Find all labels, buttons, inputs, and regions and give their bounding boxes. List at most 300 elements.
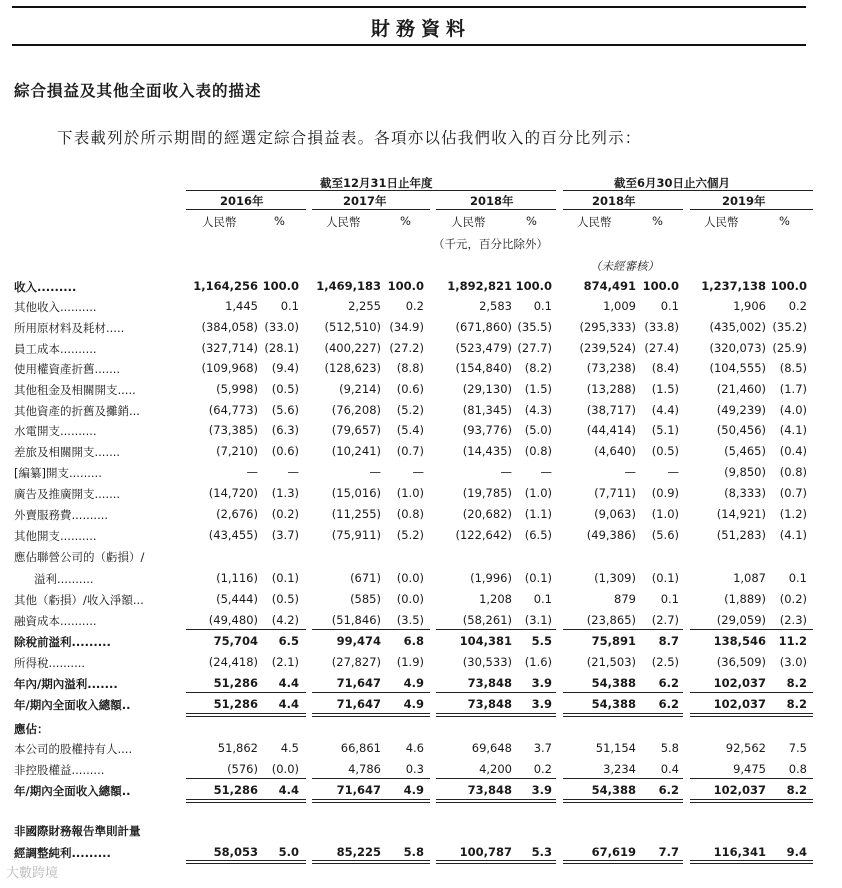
cell-2018-amount: (19,785)	[462, 486, 512, 500]
cell-2018h-amount: 67,619	[591, 845, 636, 859]
cell-2019h-pct: 0.2	[788, 299, 807, 313]
total-underline	[312, 629, 430, 630]
cell-2019h-pct: 8.2	[786, 783, 807, 797]
total-underline	[563, 692, 683, 693]
total-underline	[690, 716, 813, 717]
section-title: 綜合損益及其他全面收入表的描述	[14, 82, 262, 100]
cell-2018h-pct: (0.1)	[651, 571, 679, 585]
row-label: 水電開支..........	[14, 424, 97, 438]
year-header-2019-half: 2019年	[722, 194, 766, 208]
cell-2018-pct: 0.2	[533, 762, 552, 776]
top-rule	[12, 6, 806, 8]
row-label: 所用原材料及耗材.....	[14, 321, 125, 335]
cell-2018h-pct: (0.9)	[651, 486, 679, 500]
cell-2017-pct: (0.0)	[396, 592, 424, 606]
total-underline	[563, 802, 683, 803]
cell-2019h-pct: (35.2)	[772, 320, 807, 334]
cell-2018-pct: (27.7)	[517, 341, 552, 355]
total-underline	[436, 863, 556, 864]
cell-2019h-amount: 138,546	[713, 634, 766, 648]
total-underline	[436, 802, 556, 803]
row-label: 溢利..........	[34, 572, 94, 586]
year-rule-2018-half	[563, 209, 683, 210]
cell-2018-amount: (30,533)	[462, 655, 512, 669]
row-label: 年內/期內溢利.......	[14, 677, 118, 691]
cell-2019h-pct: 0.1	[788, 571, 807, 585]
cell-2019h-pct: 0.8	[788, 762, 807, 776]
cell-2016-amount: (7,210)	[216, 444, 258, 458]
cell-2019h-amount: 1,237,138	[701, 279, 766, 293]
cell-2017-amount: (27,827)	[331, 655, 381, 669]
cell-2019h-amount: (104,555)	[709, 361, 766, 375]
cell-2017-amount: (79,657)	[331, 423, 381, 437]
cell-2019h-amount: 1,906	[733, 299, 766, 313]
cell-2016-pct: 4.4	[278, 697, 299, 711]
cell-2018-amount: 100,787	[459, 845, 512, 859]
row-label: [編纂]開支.........	[14, 466, 102, 480]
total-underline	[312, 860, 430, 861]
total-underline	[436, 860, 556, 861]
period-year-header: 截至12月31日止年度	[320, 176, 433, 190]
cell-2016-pct: (6.3)	[271, 423, 299, 437]
cell-2017-amount: (512,510)	[324, 320, 381, 334]
cell-2019h-amount: (29,059)	[716, 613, 766, 627]
cell-2018-amount: 73,848	[467, 783, 512, 797]
cell-2016-pct: (33.0)	[264, 320, 299, 334]
cell-2016-amount: (109,968)	[201, 361, 258, 375]
cell-2017-amount: (671)	[350, 571, 381, 585]
cell-2016-pct: (0.5)	[271, 382, 299, 396]
cell-2018-pct: 3.9	[531, 676, 552, 690]
cell-2017-pct: (5.2)	[396, 528, 424, 542]
table-row	[0, 317, 842, 337]
cell-2018-amount: (671,860)	[455, 320, 512, 334]
cell-2018h-pct: 6.2	[658, 783, 679, 797]
cell-2016-pct: (0.6)	[271, 444, 299, 458]
cell-2018h-pct: 7.7	[658, 845, 679, 859]
total-underline	[563, 629, 683, 630]
table-row	[0, 504, 842, 524]
cell-2018h-amount: 51,154	[595, 741, 636, 755]
cell-2018h-amount: (7,711)	[594, 486, 636, 500]
cell-2019h-pct: (1.2)	[779, 507, 807, 521]
currency-header-2018-half: 人民幣	[577, 215, 612, 229]
cell-2018-amount: (93,776)	[462, 423, 512, 437]
cell-2018-amount: (154,840)	[455, 361, 512, 375]
cell-2018-amount: 73,848	[467, 697, 512, 711]
cell-2017-amount: 71,647	[336, 697, 381, 711]
cell-2018-pct: 5.5	[531, 634, 552, 648]
cell-2018h-amount: (38,717)	[586, 403, 636, 417]
intro-paragraph: 下表載列於所示期間的經選定綜合損益表。各項亦以佔我們收入的百分比列示：	[57, 129, 642, 147]
cell-2016-amount: (1,116)	[216, 571, 258, 585]
cell-2018h-amount: 54,388	[591, 697, 636, 711]
cell-2017-pct: 6.8	[403, 634, 424, 648]
cell-2016-pct: 6.5	[278, 634, 299, 648]
period-year-rule	[186, 190, 556, 191]
cell-2018h-amount: (4,640)	[594, 444, 636, 458]
cell-2018h-amount: 879	[614, 592, 636, 606]
cell-2017-amount: 85,225	[336, 845, 381, 859]
cell-2018h-pct: (27.4)	[644, 341, 679, 355]
table-row	[0, 673, 842, 693]
cell-2016-amount: 51,286	[213, 783, 258, 797]
cell-2018h-pct: (4.4)	[651, 403, 679, 417]
cell-2016-amount: 58,053	[213, 845, 258, 859]
cell-2019h-amount: 9,475	[733, 762, 766, 776]
cell-2019h-pct: 8.2	[786, 676, 807, 690]
row-label: 其他（虧損）/收入淨額...	[14, 593, 144, 607]
total-underline	[436, 778, 556, 779]
cell-2016-pct: 4.4	[278, 783, 299, 797]
cell-2018h-amount: 75,891	[591, 634, 636, 648]
cell-2017-amount: 71,647	[336, 676, 381, 690]
cell-2018h-pct: 6.2	[658, 697, 679, 711]
cell-2016-pct: 100.0	[262, 279, 299, 293]
cell-2019h-amount: (49,239)	[716, 403, 766, 417]
cell-2017-amount: (15,016)	[331, 486, 381, 500]
cell-2018-pct: (8.2)	[524, 361, 552, 375]
percent-header-2017: %	[400, 214, 411, 228]
unaudited-note: （未經審核）	[590, 259, 659, 273]
cell-2018h-pct: 8.7	[658, 634, 679, 648]
cell-2018h-pct: 0.1	[660, 299, 679, 313]
row-label: 外賣服務費..........	[14, 508, 109, 522]
cell-2016-pct: 5.0	[278, 845, 299, 859]
cell-2019h-amount: (320,073)	[709, 341, 766, 355]
cell-2017-pct: (0.0)	[396, 571, 424, 585]
cell-2016-amount: 1,445	[225, 299, 258, 313]
cell-2018-pct: (6.5)	[524, 528, 552, 542]
year-header-2016: 2016年	[220, 194, 264, 208]
cell-2019h-amount: 102,037	[713, 783, 766, 797]
total-underline	[436, 629, 556, 630]
year-header-2017: 2017年	[343, 194, 387, 208]
total-underline	[312, 778, 430, 779]
cell-2018h-amount: 874,491	[583, 279, 636, 293]
cell-2019h-pct: 9.4	[786, 845, 807, 859]
year-header-2018-half: 2018年	[592, 194, 636, 208]
cell-2018h-amount: —	[624, 465, 636, 479]
total-underline	[186, 799, 306, 800]
row-label: 本公司的股權持有人....	[14, 742, 133, 756]
row-label: 員工成本..........	[14, 342, 97, 356]
table-row	[0, 694, 842, 714]
cell-2017-amount: (9,214)	[339, 382, 381, 396]
cell-2018h-amount: (9,063)	[594, 507, 636, 521]
currency-header-2019-half: 人民幣	[704, 215, 739, 229]
cell-2019h-amount: 102,037	[713, 697, 766, 711]
cell-2019h-amount: (5,465)	[724, 444, 766, 458]
cell-2019h-amount: (9,850)	[724, 465, 766, 479]
total-underline	[312, 692, 430, 693]
cell-2018-pct: (35.5)	[517, 320, 552, 334]
cell-2017-pct: (0.6)	[396, 382, 424, 396]
row-label: 其他資產的折舊及攤銷...	[14, 404, 140, 418]
cell-2018h-amount: 54,388	[591, 783, 636, 797]
cell-2017-amount: 71,647	[336, 783, 381, 797]
table-row	[0, 400, 842, 420]
cell-2019h-amount: (14,921)	[716, 507, 766, 521]
cell-2019h-amount: (1,889)	[724, 592, 766, 606]
total-underline	[690, 802, 813, 803]
row-label: 年/期內全面收入總額..	[14, 784, 131, 798]
table-row	[0, 718, 842, 738]
cell-2019h-pct: (3.0)	[779, 655, 807, 669]
period-six-months-rule	[563, 190, 813, 191]
row-label: 除稅前溢利.........	[14, 635, 111, 649]
cell-2018h-amount: (295,333)	[579, 320, 636, 334]
cell-2016-pct: 4.4	[278, 676, 299, 690]
table-row	[0, 759, 842, 779]
total-underline	[186, 863, 306, 864]
currency-header-2016: 人民幣	[202, 215, 237, 229]
cell-2019h-amount: 1,087	[733, 571, 766, 585]
row-label: 使用權資產折舊.......	[14, 362, 121, 376]
cell-2017-amount: (128,623)	[324, 361, 381, 375]
total-underline	[312, 863, 430, 864]
year-rule-2018	[436, 209, 556, 210]
cell-2019h-pct: (4.1)	[779, 423, 807, 437]
cell-2018-pct: (1.1)	[524, 507, 552, 521]
cell-2016-pct: (0.0)	[271, 762, 299, 776]
cell-2018h-pct: 5.8	[660, 741, 679, 755]
total-underline	[690, 860, 813, 861]
cell-2018h-pct: —	[667, 465, 679, 479]
cell-2016-pct: (1.3)	[271, 486, 299, 500]
cell-2018-pct: (1.5)	[524, 382, 552, 396]
table-row	[0, 525, 842, 545]
cell-2018h-pct: (5.6)	[651, 528, 679, 542]
cell-2017-amount: (585)	[350, 592, 381, 606]
cell-2019h-pct: (0.2)	[779, 592, 807, 606]
cell-2018h-pct: (2.5)	[651, 655, 679, 669]
cell-2018-pct: (4.3)	[524, 403, 552, 417]
cell-2016-pct: (28.1)	[264, 341, 299, 355]
table-row	[0, 379, 842, 399]
cell-2018-amount: 1,892,821	[447, 279, 512, 293]
table-row	[0, 296, 842, 316]
table-row	[0, 338, 842, 358]
table-row	[0, 462, 842, 482]
year-header-2018: 2018年	[470, 194, 514, 208]
cell-2018-pct: 5.3	[531, 845, 552, 859]
cell-2018-pct: 100.0	[515, 279, 552, 293]
cell-2018h-amount: (239,524)	[579, 341, 636, 355]
cell-2016-amount: (73,385)	[208, 423, 258, 437]
cell-2018h-pct: (1.0)	[651, 507, 679, 521]
cell-2017-amount: (51,846)	[331, 613, 381, 627]
cell-2017-pct: (8.8)	[396, 361, 424, 375]
cell-2016-pct: 4.5	[280, 741, 299, 755]
total-underline	[690, 863, 813, 864]
cell-2018h-pct: 6.2	[658, 676, 679, 690]
cell-2019h-amount: 92,562	[725, 741, 766, 755]
cell-2016-pct: (3.7)	[271, 528, 299, 542]
table-row	[0, 441, 842, 461]
cell-2016-amount: (64,773)	[208, 403, 258, 417]
cell-2018-pct: (0.8)	[524, 444, 552, 458]
cell-2018-amount: (81,345)	[462, 403, 512, 417]
cell-2017-amount: 2,255	[348, 299, 381, 313]
total-underline	[436, 799, 556, 800]
total-underline	[563, 778, 683, 779]
cell-2017-amount: 99,474	[336, 634, 381, 648]
row-label: 所得稅..........	[14, 656, 86, 670]
cell-2018h-pct: (1.5)	[651, 382, 679, 396]
year-rule-2016	[186, 209, 306, 210]
table-row	[0, 568, 842, 588]
row-label: 融資成本..........	[14, 614, 97, 628]
row-label: 廣告及推廣開支.......	[14, 487, 121, 501]
table-row	[0, 652, 842, 672]
table-row	[0, 738, 842, 758]
cell-2017-pct: (5.4)	[396, 423, 424, 437]
cell-2018h-amount: (73,238)	[586, 361, 636, 375]
cell-2017-pct: 5.8	[403, 845, 424, 859]
table-row	[0, 842, 842, 862]
cell-2016-pct: (5.6)	[271, 403, 299, 417]
cell-2018h-amount: (44,414)	[586, 423, 636, 437]
cell-2018h-amount: 54,388	[591, 676, 636, 690]
cell-2018-amount: (523,479)	[455, 341, 512, 355]
watermark: 大數跨境	[6, 866, 59, 881]
cell-2016-pct: (9.4)	[271, 361, 299, 375]
cell-2019h-pct: 11.2	[778, 634, 807, 648]
total-underline	[690, 778, 813, 779]
cell-2018h-amount: (13,288)	[586, 382, 636, 396]
cell-2019h-pct: 7.5	[788, 741, 807, 755]
cell-2017-pct: 4.9	[403, 697, 424, 711]
cell-2016-amount: (5,444)	[216, 592, 258, 606]
cell-2019h-pct: (4.1)	[779, 528, 807, 542]
cell-2018-pct: (5.0)	[524, 423, 552, 437]
cell-2016-amount: (327,714)	[201, 341, 258, 355]
row-label: 其他租金及相關開支.....	[14, 383, 136, 397]
total-underline	[312, 802, 430, 803]
cell-2017-amount: 66,861	[340, 741, 381, 755]
cell-2016-pct: (2.1)	[271, 655, 299, 669]
cell-2018-amount: (122,642)	[455, 528, 512, 542]
cell-2019h-amount: 102,037	[713, 676, 766, 690]
cell-2018-pct: 3.9	[531, 697, 552, 711]
cell-2018-amount: 69,648	[471, 741, 512, 755]
cell-2018h-pct: 100.0	[642, 279, 679, 293]
row-label: 非控股權益.........	[14, 763, 105, 777]
cell-2019h-amount: (21,460)	[716, 382, 766, 396]
cell-2018h-amount: (49,386)	[586, 528, 636, 542]
cell-2016-amount: (24,418)	[208, 655, 258, 669]
year-rule-2017	[312, 209, 430, 210]
table-row	[0, 483, 842, 503]
cell-2018-amount: —	[500, 465, 512, 479]
cell-2017-amount: (76,208)	[331, 403, 381, 417]
cell-2017-amount: (11,255)	[331, 507, 381, 521]
cell-2018-amount: (14,435)	[462, 444, 512, 458]
total-underline	[186, 778, 306, 779]
cell-2017-pct: (5.2)	[396, 403, 424, 417]
table-row	[0, 546, 842, 566]
total-underline	[690, 692, 813, 693]
percent-header-2018-half: %	[652, 214, 663, 228]
table-row	[0, 420, 842, 440]
row-label: 應佔：	[14, 722, 49, 736]
cell-2016-amount: 51,286	[213, 697, 258, 711]
cell-2018-amount: (1,996)	[470, 571, 512, 585]
cell-2016-amount: (384,058)	[201, 320, 258, 334]
cell-2017-pct: (1.0)	[396, 486, 424, 500]
cell-2018-pct: (0.1)	[524, 571, 552, 585]
cell-2019h-pct: 8.2	[786, 697, 807, 711]
total-underline	[312, 716, 430, 717]
cell-2018-pct: —	[540, 465, 552, 479]
cell-2016-pct: (0.2)	[271, 507, 299, 521]
cell-2019h-amount: (8,333)	[724, 486, 766, 500]
cell-2017-pct: (0.8)	[396, 507, 424, 521]
total-underline	[436, 716, 556, 717]
cell-2019h-amount: (51,283)	[716, 528, 766, 542]
row-label: 差旅及相關開支.......	[14, 445, 121, 459]
cell-2019h-pct: (0.7)	[779, 486, 807, 500]
cell-2016-amount: (14,720)	[208, 486, 258, 500]
currency-header-2017: 人民幣	[326, 215, 361, 229]
total-underline	[690, 629, 813, 630]
cell-2016-amount: (49,480)	[208, 613, 258, 627]
percent-header-2016: %	[274, 214, 285, 228]
total-underline	[186, 716, 306, 717]
cell-2016-pct: (0.1)	[271, 571, 299, 585]
row-label: 收入.........	[14, 280, 77, 294]
total-underline	[186, 713, 306, 714]
cell-2017-pct: 100.0	[387, 279, 424, 293]
cell-2016-pct: 0.1	[280, 299, 299, 313]
cell-2017-pct: 4.6	[405, 741, 424, 755]
cell-2019h-pct: (1.7)	[779, 382, 807, 396]
cell-2016-amount: —	[246, 465, 258, 479]
cell-2018h-pct: (33.8)	[644, 320, 679, 334]
total-underline	[563, 799, 683, 800]
cell-2019h-pct: (0.4)	[779, 444, 807, 458]
total-underline	[186, 629, 306, 630]
table-row	[0, 780, 842, 800]
table-row	[0, 589, 842, 609]
table-row	[0, 820, 842, 840]
row-label: 應佔聯營公司的（虧損）/	[14, 550, 145, 564]
cell-2017-pct: 4.9	[403, 783, 424, 797]
title-rule	[12, 44, 806, 46]
total-underline	[563, 863, 683, 864]
total-underline	[186, 692, 306, 693]
total-underline	[186, 860, 306, 861]
cell-2019h-pct: (4.0)	[779, 403, 807, 417]
cell-2019h-pct: (0.8)	[779, 465, 807, 479]
cell-2019h-amount: (435,002)	[709, 320, 766, 334]
cell-2018-pct: (3.1)	[524, 613, 552, 627]
total-underline	[312, 799, 430, 800]
cell-2016-amount: (5,998)	[216, 382, 258, 396]
unit-note: （千元，百分比除外）	[433, 237, 548, 251]
cell-2019h-amount: (36,509)	[716, 655, 766, 669]
cell-2018-pct: 3.7	[533, 741, 552, 755]
cell-2018-amount: (20,682)	[462, 507, 512, 521]
cell-2016-amount: (2,676)	[216, 507, 258, 521]
total-underline	[312, 713, 430, 714]
cell-2018-amount: (58,261)	[462, 613, 512, 627]
cell-2018-amount: (29,130)	[462, 382, 512, 396]
cell-2018h-amount: (23,865)	[586, 613, 636, 627]
cell-2017-pct: 0.2	[405, 299, 424, 313]
period-six-months-header: 截至6月30日止六個月	[614, 176, 731, 190]
